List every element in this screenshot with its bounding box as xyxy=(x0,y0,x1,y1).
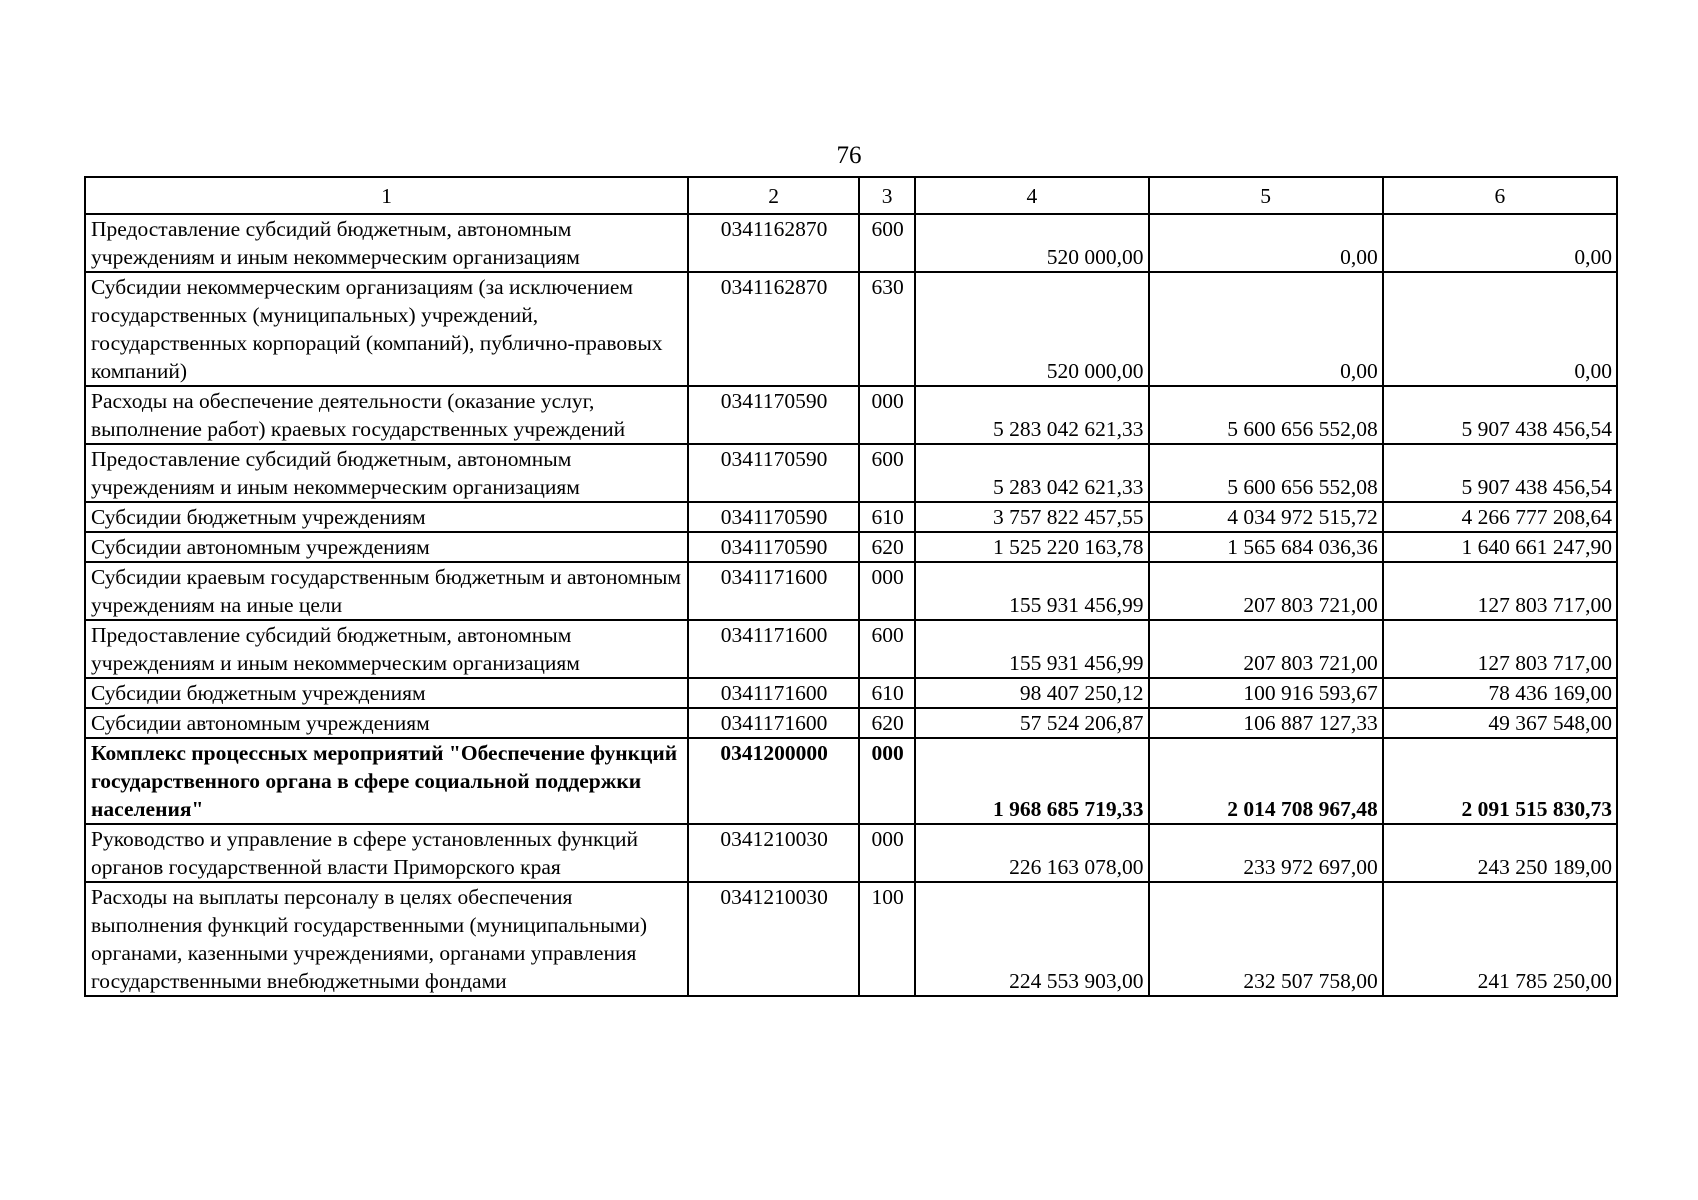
expense-type-code: 610 xyxy=(859,678,915,708)
amount-col-6: 243 250 189,00 xyxy=(1383,824,1617,882)
amount-col-6: 241 785 250,00 xyxy=(1383,882,1617,996)
table-row xyxy=(85,708,1617,738)
table-body xyxy=(85,214,1617,996)
target-article-code: 0341210030 xyxy=(688,882,859,996)
amount-col-4: 155 931 456,99 xyxy=(915,562,1148,620)
amount-col-5: 0,00 xyxy=(1149,272,1383,386)
target-article-code: 0341170590 xyxy=(688,532,859,562)
column-header: 3 xyxy=(859,177,915,214)
target-article-code: 0341200000 xyxy=(688,738,859,824)
amount-col-5: 233 972 697,00 xyxy=(1149,824,1383,882)
expense-name: Предоставление субсидий бюджетным, автономным учреждениям и иным некоммерческим организациям xyxy=(85,444,688,502)
expense-type-code: 630 xyxy=(859,272,915,386)
amount-col-5: 106 887 127,33 xyxy=(1149,708,1383,738)
target-article-code: 0341162870 xyxy=(688,214,859,272)
amount-col-6: 127 803 717,00 xyxy=(1383,620,1617,678)
target-article-code: 0341170590 xyxy=(688,386,859,444)
table-row xyxy=(85,502,1617,532)
amount-col-5: 2 014 708 967,48 xyxy=(1149,738,1383,824)
amount-col-4: 1 968 685 719,33 xyxy=(915,738,1148,824)
amount-col-6: 49 367 548,00 xyxy=(1383,708,1617,738)
expense-name: Субсидии некоммерческим организациям (за исключением государственных (муниципальных) учреждений, государственных корпораций (компаний), публично-правовых компаний) xyxy=(85,272,688,386)
amount-col-5: 100 916 593,67 xyxy=(1149,678,1383,708)
amount-col-4: 224 553 903,00 xyxy=(915,882,1148,996)
amount-col-6: 127 803 717,00 xyxy=(1383,562,1617,620)
target-article-code: 0341170590 xyxy=(688,444,859,502)
expense-type-code: 620 xyxy=(859,532,915,562)
expense-name: Субсидии бюджетным учреждениям xyxy=(85,678,688,708)
expense-type-code: 000 xyxy=(859,738,915,824)
amount-col-5: 5 600 656 552,08 xyxy=(1149,444,1383,502)
column-header: 6 xyxy=(1383,177,1617,214)
expense-name: Расходы на выплаты персоналу в целях обеспечения выполнения функций государственными (муниципальными) органами, казенными учреждениями, органами управления государственными внебюджетными фондами xyxy=(85,882,688,996)
amount-col-4: 57 524 206,87 xyxy=(915,708,1148,738)
amount-col-5: 207 803 721,00 xyxy=(1149,620,1383,678)
expense-name: Субсидии краевым государственным бюджетным и автономным учреждениям на иные цели xyxy=(85,562,688,620)
table-row xyxy=(85,882,1617,996)
amount-col-6: 5 907 438 456,54 xyxy=(1383,386,1617,444)
table-row xyxy=(85,444,1617,502)
expense-type-code: 000 xyxy=(859,386,915,444)
amount-col-4: 5 283 042 621,33 xyxy=(915,386,1148,444)
expense-type-code: 600 xyxy=(859,444,915,502)
expense-type-code: 100 xyxy=(859,882,915,996)
target-article-code: 0341162870 xyxy=(688,272,859,386)
amount-col-5: 5 600 656 552,08 xyxy=(1149,386,1383,444)
amount-col-5: 0,00 xyxy=(1149,214,1383,272)
table-header-row xyxy=(85,177,1617,214)
amount-col-4: 226 163 078,00 xyxy=(915,824,1148,882)
amount-col-6: 1 640 661 247,90 xyxy=(1383,532,1617,562)
expense-type-code: 620 xyxy=(859,708,915,738)
table-row xyxy=(85,678,1617,708)
expense-name: Субсидии бюджетным учреждениям xyxy=(85,502,688,532)
expense-name: Комплекс процессных мероприятий "Обеспечение функций государственного органа в сфере социальной поддержки населения" xyxy=(85,738,688,824)
table-row xyxy=(85,532,1617,562)
page-number: 76 xyxy=(836,142,862,169)
amount-col-5: 1 565 684 036,36 xyxy=(1149,532,1383,562)
column-header: 2 xyxy=(688,177,859,214)
expense-type-code: 000 xyxy=(859,824,915,882)
expense-type-code: 600 xyxy=(859,214,915,272)
amount-col-6: 0,00 xyxy=(1383,272,1617,386)
expense-type-code: 610 xyxy=(859,502,915,532)
amount-col-4: 520 000,00 xyxy=(915,214,1148,272)
expense-name: Расходы на обеспечение деятельности (оказание услуг, выполнение работ) краевых государственных учреждений xyxy=(85,386,688,444)
amount-col-6: 78 436 169,00 xyxy=(1383,678,1617,708)
column-header: 5 xyxy=(1149,177,1383,214)
amount-col-6: 5 907 438 456,54 xyxy=(1383,444,1617,502)
amount-col-4: 98 407 250,12 xyxy=(915,678,1148,708)
amount-col-5: 4 034 972 515,72 xyxy=(1149,502,1383,532)
target-article-code: 0341171600 xyxy=(688,678,859,708)
expense-type-code: 000 xyxy=(859,562,915,620)
expense-name: Субсидии автономным учреждениям xyxy=(85,532,688,562)
amount-col-4: 5 283 042 621,33 xyxy=(915,444,1148,502)
amount-col-6: 2 091 515 830,73 xyxy=(1383,738,1617,824)
amount-col-5: 207 803 721,00 xyxy=(1149,562,1383,620)
column-header: 1 xyxy=(85,177,688,214)
expense-type-code: 600 xyxy=(859,620,915,678)
target-article-code: 0341171600 xyxy=(688,562,859,620)
column-header: 4 xyxy=(915,177,1148,214)
table-row xyxy=(85,824,1617,882)
expense-name: Руководство и управление в сфере установленных функций органов государственной власти Приморского края xyxy=(85,824,688,882)
amount-col-4: 520 000,00 xyxy=(915,272,1148,386)
expense-name: Субсидии автономным учреждениям xyxy=(85,708,688,738)
table-row xyxy=(85,620,1617,678)
target-article-code: 0341210030 xyxy=(688,824,859,882)
amount-col-4: 3 757 822 457,55 xyxy=(915,502,1148,532)
target-article-code: 0341171600 xyxy=(688,620,859,678)
expense-name: Предоставление субсидий бюджетным, автономным учреждениям и иным некоммерческим организациям xyxy=(85,214,688,272)
table-row xyxy=(85,562,1617,620)
table-row xyxy=(85,738,1617,824)
amount-col-6: 4 266 777 208,64 xyxy=(1383,502,1617,532)
amount-col-4: 1 525 220 163,78 xyxy=(915,532,1148,562)
table-row xyxy=(85,386,1617,444)
budget-table xyxy=(84,176,1618,997)
amount-col-5: 232 507 758,00 xyxy=(1149,882,1383,996)
expense-name: Предоставление субсидий бюджетным, автономным учреждениям и иным некоммерческим организациям xyxy=(85,620,688,678)
table-row xyxy=(85,214,1617,272)
target-article-code: 0341171600 xyxy=(688,708,859,738)
amount-col-6: 0,00 xyxy=(1383,214,1617,272)
target-article-code: 0341170590 xyxy=(688,502,859,532)
amount-col-4: 155 931 456,99 xyxy=(915,620,1148,678)
table-row xyxy=(85,272,1617,386)
